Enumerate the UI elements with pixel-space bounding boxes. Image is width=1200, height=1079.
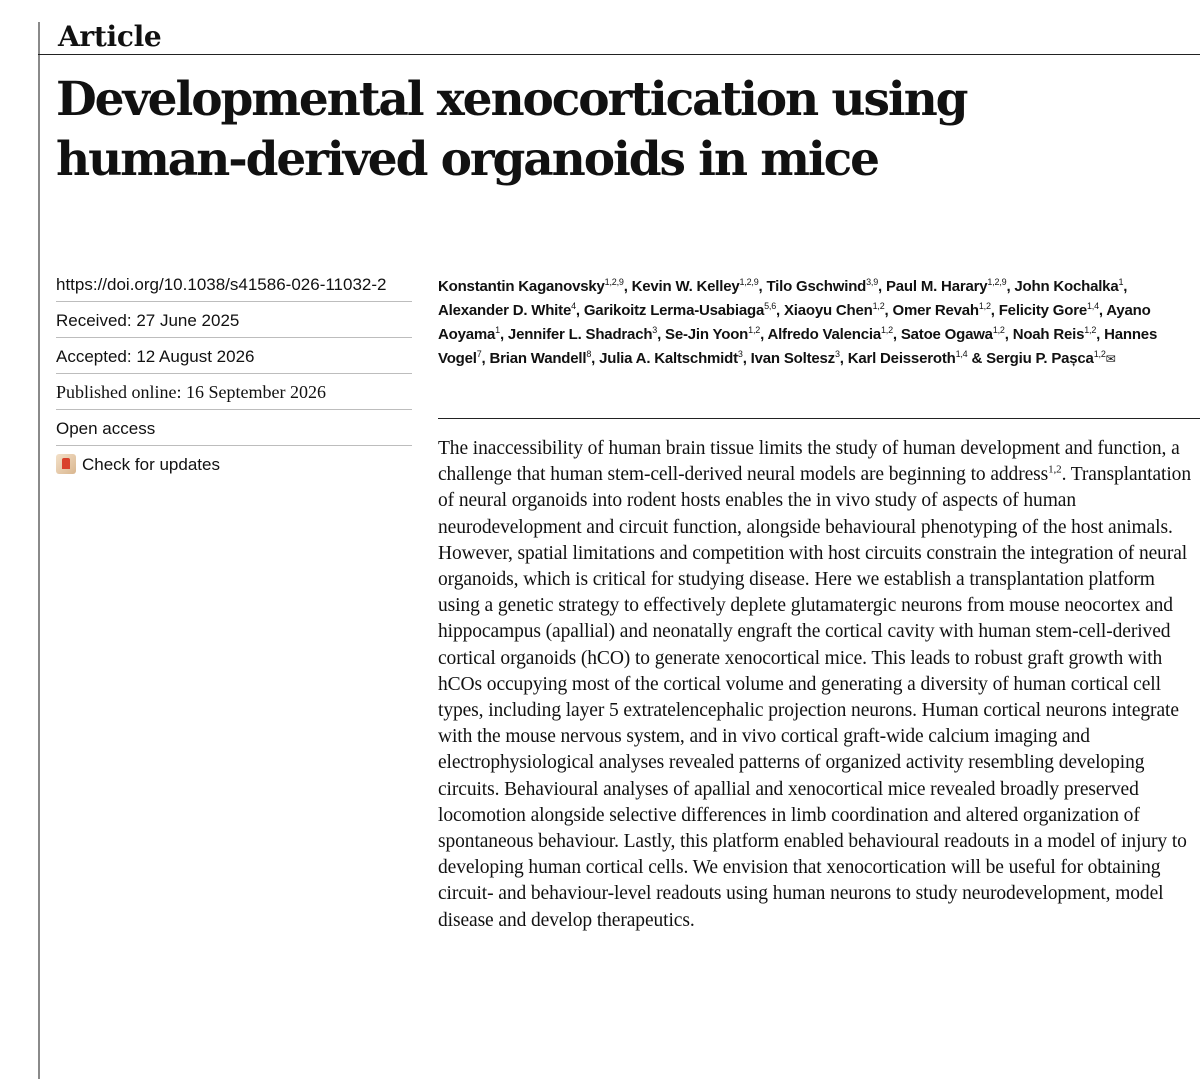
author-name: Alfredo Valencia: [767, 326, 881, 343]
author-name: Kevin W. Kelley: [631, 278, 740, 295]
author[interactable]: [751, 350, 840, 367]
author-name: Ivan Soltesz: [750, 350, 835, 367]
author[interactable]: [508, 326, 657, 343]
article-metadata: [56, 268, 412, 483]
author[interactable]: [438, 302, 576, 319]
author-name: Brian Wandell: [489, 350, 587, 367]
author[interactable]: [986, 350, 1115, 367]
author-name: Tilo Gschwind: [766, 278, 867, 295]
author-affiliation: 1,2,9: [604, 277, 624, 287]
author[interactable]: [766, 278, 878, 295]
author-affiliation: 1,2: [748, 325, 761, 335]
author-list: Konstantin Kaganovsky$^{1,2,9}$, Kevin W. Kelley$^{1,2,9}$, Tilo Gschwind$^{3,9}$, Paul M. Harary$^{1,2,9}$, John Kochalka$^1$, Alexander D. White$^4$, Garikoitz Lerma-Usabiaga$^{5,6}$, Xiaoyu Chen$^{1,2}$, Omer Revah$^{1,2}$, Felicity Gore$^{1,4}$, Ayano Aoyama$^1$, Jennifer L. Shadrach$^3$, Se-Jin Yoon$^{1,2}$, Alfredo Valencia$^{1,2}$, Satoe Ogawa$^{1,2}$, Noah Reis$^{1,2}$, Hannes Vogel$^7$, Brian Wandell$^8$, Julia A. Kaltschmidt$^3$, Ivan Soltesz$^3$, Karl Deisseroth$^{1,4}$ & Sergiu P. Pașca$^{1,2}$✉: [438, 277, 1158, 367]
author-affiliation: 1,2: [992, 325, 1005, 335]
author-name: Hannes Vogel: [438, 326, 1158, 367]
author[interactable]: [1014, 278, 1123, 295]
author-affiliation: 1,4: [955, 349, 968, 359]
check-for-updates-label: Check for updates: [82, 455, 220, 474]
author-name: Noah Reis: [1012, 326, 1085, 343]
author[interactable]: [886, 278, 1006, 295]
abstract-rule: [438, 418, 1200, 419]
author-affiliation: 3: [737, 349, 743, 359]
author-name: Ayano Aoyama: [438, 302, 1151, 343]
accepted-date: Accepted: 12 August 2026: [56, 340, 412, 374]
author-affiliation: 1,4: [1086, 301, 1099, 311]
author[interactable]: [892, 302, 990, 319]
author-name: Konstantin Kaganovsky: [438, 278, 605, 295]
author[interactable]: [999, 302, 1099, 319]
author-affiliation: 1,2: [978, 301, 991, 311]
author[interactable]: [584, 302, 776, 319]
title-line-1: Developmental xenocortication using: [56, 72, 967, 127]
author-affiliation: 1,2,9: [987, 277, 1007, 287]
author-name: John Kochalka: [1014, 278, 1119, 295]
author-affiliation: 5,6: [764, 301, 777, 311]
author-affiliation: 1,2,9: [739, 277, 759, 287]
open-access-label: Open access: [56, 412, 412, 446]
abstract-text: The inaccessibility of human brain tissue limits the study of human development and function, a challenge that human stem-cell-derived neural models are beginning to address$^{1,2}$. Transplantation of neural organoids into rodent hosts enables the in vivo study of aspects of human neurodevelopment and circuit function, alongside behavioural phenotyping of the host animals. However, spatial limitations and competition with host circuits constrain the integration of neural organoids, which is critical for studying disease. Here we establish a transplantation platform using a genetic strategy to effectively deplete glutamatergic neurons from mouse neocortex and hippocampus (apallial) and neonatally engraft the cortical cavity with human stem-cell-derived cortical organoids (hCO) to generate xenocortical mice. This leads to robust graft growth with hCOs occupying most of the cortical volume and generating a diversity of human cortical cell types, including layer 5 extratelencephalic projection neurons. Human cortical neurons integrate with the mouse nervous system, and in vivo cortical graft-wide calcium imaging and electrophysiological analyses revealed patterns of organized activity resembling developing circuits. Behavioural analyses of apallial and xenocortical mice revealed broadly preserved locomotion alongside selective differences in limb coordination and altered organization of spontaneous behaviour. Lastly, this platform enabled behavioural readouts in a model of injury to developing human cortical cells. We envision that xenocortication will be useful for obtaining circuit- and behaviour-level readouts using human neurons to study neurodevelopment, model disease and develop therapeutics.: [438, 438, 1191, 931]
article-title: [56, 70, 1196, 190]
title-line-2: human-derived organoids in mice: [56, 132, 878, 187]
check-for-updates-link[interactable]: [56, 448, 412, 481]
author-name: Garikoitz Lerma-Usabiaga: [583, 302, 765, 319]
author-name: Sergiu P. Pașca: [986, 350, 1094, 367]
received-date: Received: 27 June 2025: [56, 304, 412, 338]
author-affiliation: 7: [476, 349, 482, 359]
author[interactable]: [848, 350, 968, 367]
left-margin-rule: [38, 22, 40, 1079]
reference-citation[interactable]: 1,2: [1048, 463, 1062, 476]
author[interactable]: [599, 350, 743, 367]
author[interactable]: [901, 326, 1005, 343]
author-name: Jennifer L. Shadrach: [507, 326, 653, 343]
author[interactable]: [1013, 326, 1096, 343]
author-name: Satoe Ogawa: [900, 326, 993, 343]
author-name: Xiaoyu Chen: [783, 302, 873, 319]
author[interactable]: [767, 326, 892, 343]
author-affiliation: 1: [1118, 277, 1124, 287]
corresponding-author-mail-icon[interactable]: ✉: [1105, 352, 1116, 366]
doi-link[interactable]: https://doi.org/10.1038/s41586-026-11032-2: [56, 268, 412, 302]
author-affiliation: 1: [495, 325, 500, 335]
author[interactable]: [665, 326, 760, 343]
author[interactable]: [438, 278, 624, 295]
author[interactable]: [489, 350, 591, 367]
author-name: Omer Revah: [892, 302, 979, 319]
published-date: Published online: 16 September 2026: [56, 376, 412, 410]
author[interactable]: [784, 302, 885, 319]
author-name: Felicity Gore: [998, 302, 1087, 319]
abstract: [438, 436, 1200, 934]
author-name: Karl Deisseroth: [847, 350, 956, 367]
author-affiliation: 3,9: [866, 277, 879, 287]
author-affiliation: 3: [652, 325, 658, 335]
author-name: Se-Jin Yoon: [665, 326, 749, 343]
crossmark-icon: [56, 454, 76, 474]
header-rule: [38, 54, 1200, 55]
author-name: Julia A. Kaltschmidt: [599, 350, 738, 367]
author[interactable]: [632, 278, 759, 295]
author-name: Paul M. Harary: [885, 278, 988, 295]
author-conjunction: &: [971, 350, 983, 367]
author-affiliation: 3: [834, 349, 840, 359]
author-affiliation: 1,2: [1084, 325, 1097, 335]
author-affiliation: 1,2: [872, 301, 885, 311]
author-affiliation: 1,2: [880, 325, 893, 335]
article-type-label: Article: [58, 20, 162, 53]
author-affiliation: 8: [586, 349, 592, 359]
author-affiliation: 1,2: [1093, 349, 1106, 359]
author-affiliation: 4: [571, 301, 576, 311]
author-name: Alexander D. White: [438, 302, 572, 319]
